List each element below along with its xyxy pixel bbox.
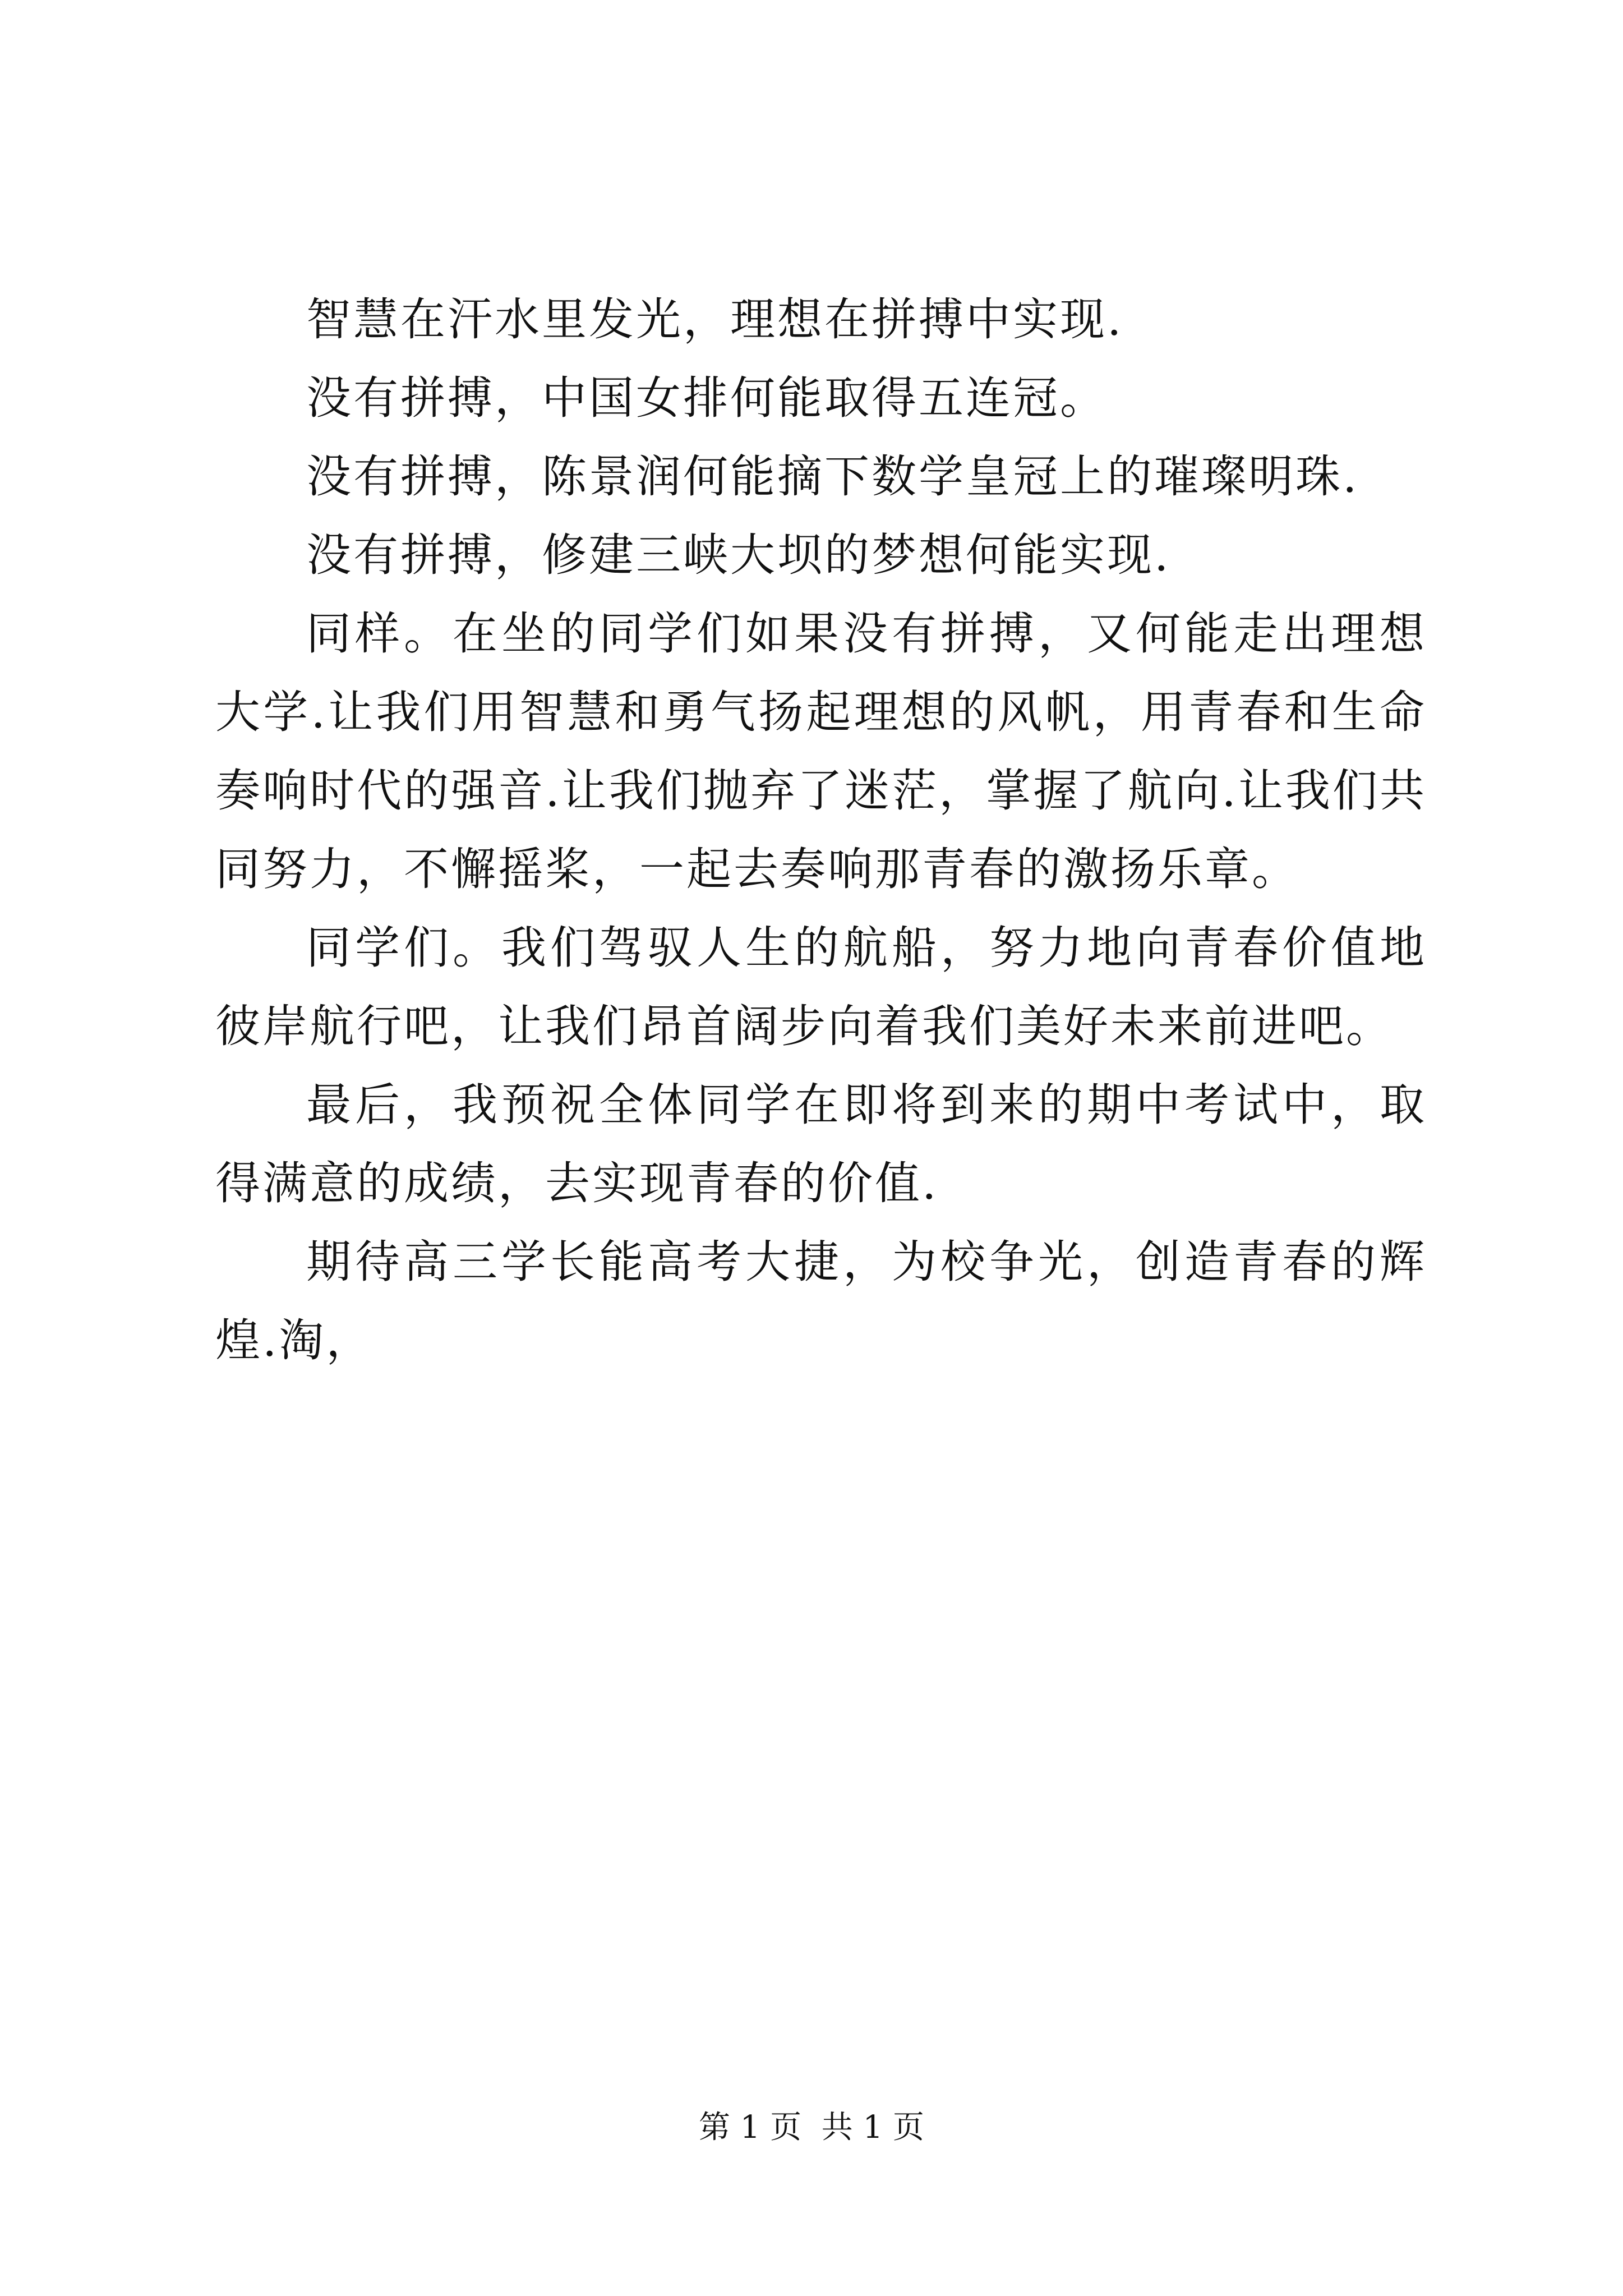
paragraph-8: 期待高三学长能高考大捷，为校争光，创造青春的辉煌.淘， — [215, 1236, 1427, 1366]
document-body — [215, 280, 1427, 1380]
paragraph-5: 同样。在坐的同学们如果没有拼搏，又何能走出理想大学.让我们用智慧和勇气扬起理想的风帆，用青春和生命奏响时代的强音.让我们抛弃了迷茫，掌握了航向.让我们共同努力，不懈摇桨，一起去奏响那青春的激扬乐章。 — [215, 608, 1427, 895]
paragraph-1: 智慧在汗水里发光，理想在拼搏中实现. — [306, 293, 1124, 346]
paragraph-4: 没有拼搏，修建三峡大坝的梦想何能实现. — [306, 529, 1171, 581]
page-number-label: 第 1 页 共 1 页 — [698, 2109, 925, 2146]
paragraph-7: 最后，我预祝全体同学在即将到来的期中考试中，取得满意的成绩，去实现青春的价值. — [215, 1079, 1427, 1209]
paragraph-3: 没有拼搏，陈景润何能摘下数学皇冠上的璀璨明珠. — [306, 450, 1359, 503]
paragraph-2: 没有拼搏，中国女排何能取得五连冠。 — [306, 372, 1107, 424]
paragraph-6: 同学们。我们驾驭人生的航船，努力地向青春价值地彼岸航行吧，让我们昂首阔步向着我们美好未来前进吧。 — [215, 922, 1427, 1052]
page-footer — [0, 2108, 1623, 2147]
